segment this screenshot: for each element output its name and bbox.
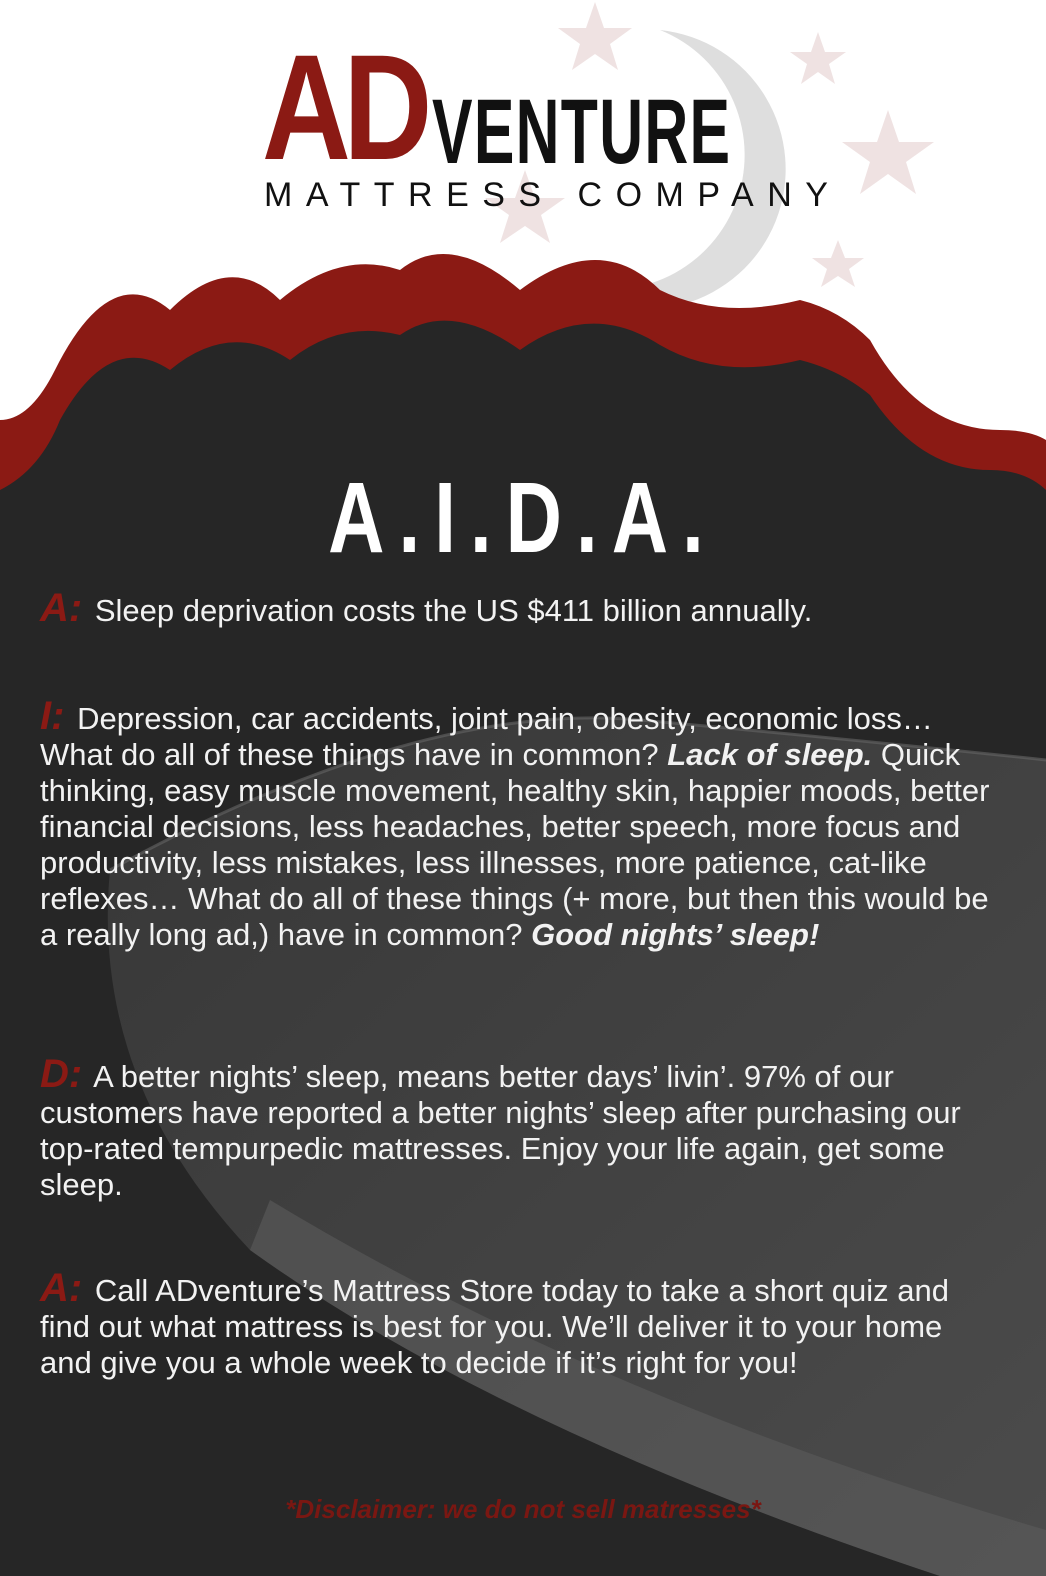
section-interest [40,694,1000,953]
section-action [40,1266,1000,1381]
section-letter: A: [40,586,83,630]
disclaimer: *Disclaimer: we do not sell matresses* [285,1494,761,1524]
section-emphasis: Lack of sleep. [667,737,873,772]
headline: A.I.D.A. [328,462,718,574]
logo-venture: VENTURE [432,81,732,183]
logo-subtitle: MATTRESS COMPANY [264,176,842,214]
section-text: A better nights’ sleep, means better days’ livin’. 97% of our customers have reported a better nights’ sleep after purchasing our top-rated tempurpedic mattresses. Enjoy your life again, get some sleep. [40,1059,961,1202]
section-attention [40,586,1000,630]
section-letter: I: [40,694,65,738]
section-text: Call ADventure’s Mattress Store today to take a short quiz and find out what mattress is best for you. We’ll deliver it to your home and give you a whole week to decide if it’s right for you! [40,1273,949,1380]
section-text: Quick thinking, easy muscle movement, healthy skin, happier moods, better financial decisions, less headaches, better speech, more focus and productivity, less mistakes, less illnesses, more patience, cat-like reflexes… What do all of these things (+ more, but then this would be a really long ad,) have in common? [40,737,990,952]
section-text: Sleep deprivation costs the US $411 billion annually. [94,593,813,628]
section-text: Depression, car accidents, joint pain, obesity, economic loss… What do all of these things have in common? [40,701,933,772]
logo-ad: AD [262,23,425,191]
section-emphasis: Good nights’ sleep! [531,917,820,952]
section-letter: A: [40,1266,83,1310]
section-desire [40,1052,1000,1203]
company-logo [262,23,842,220]
section-letter: D: [40,1052,83,1096]
